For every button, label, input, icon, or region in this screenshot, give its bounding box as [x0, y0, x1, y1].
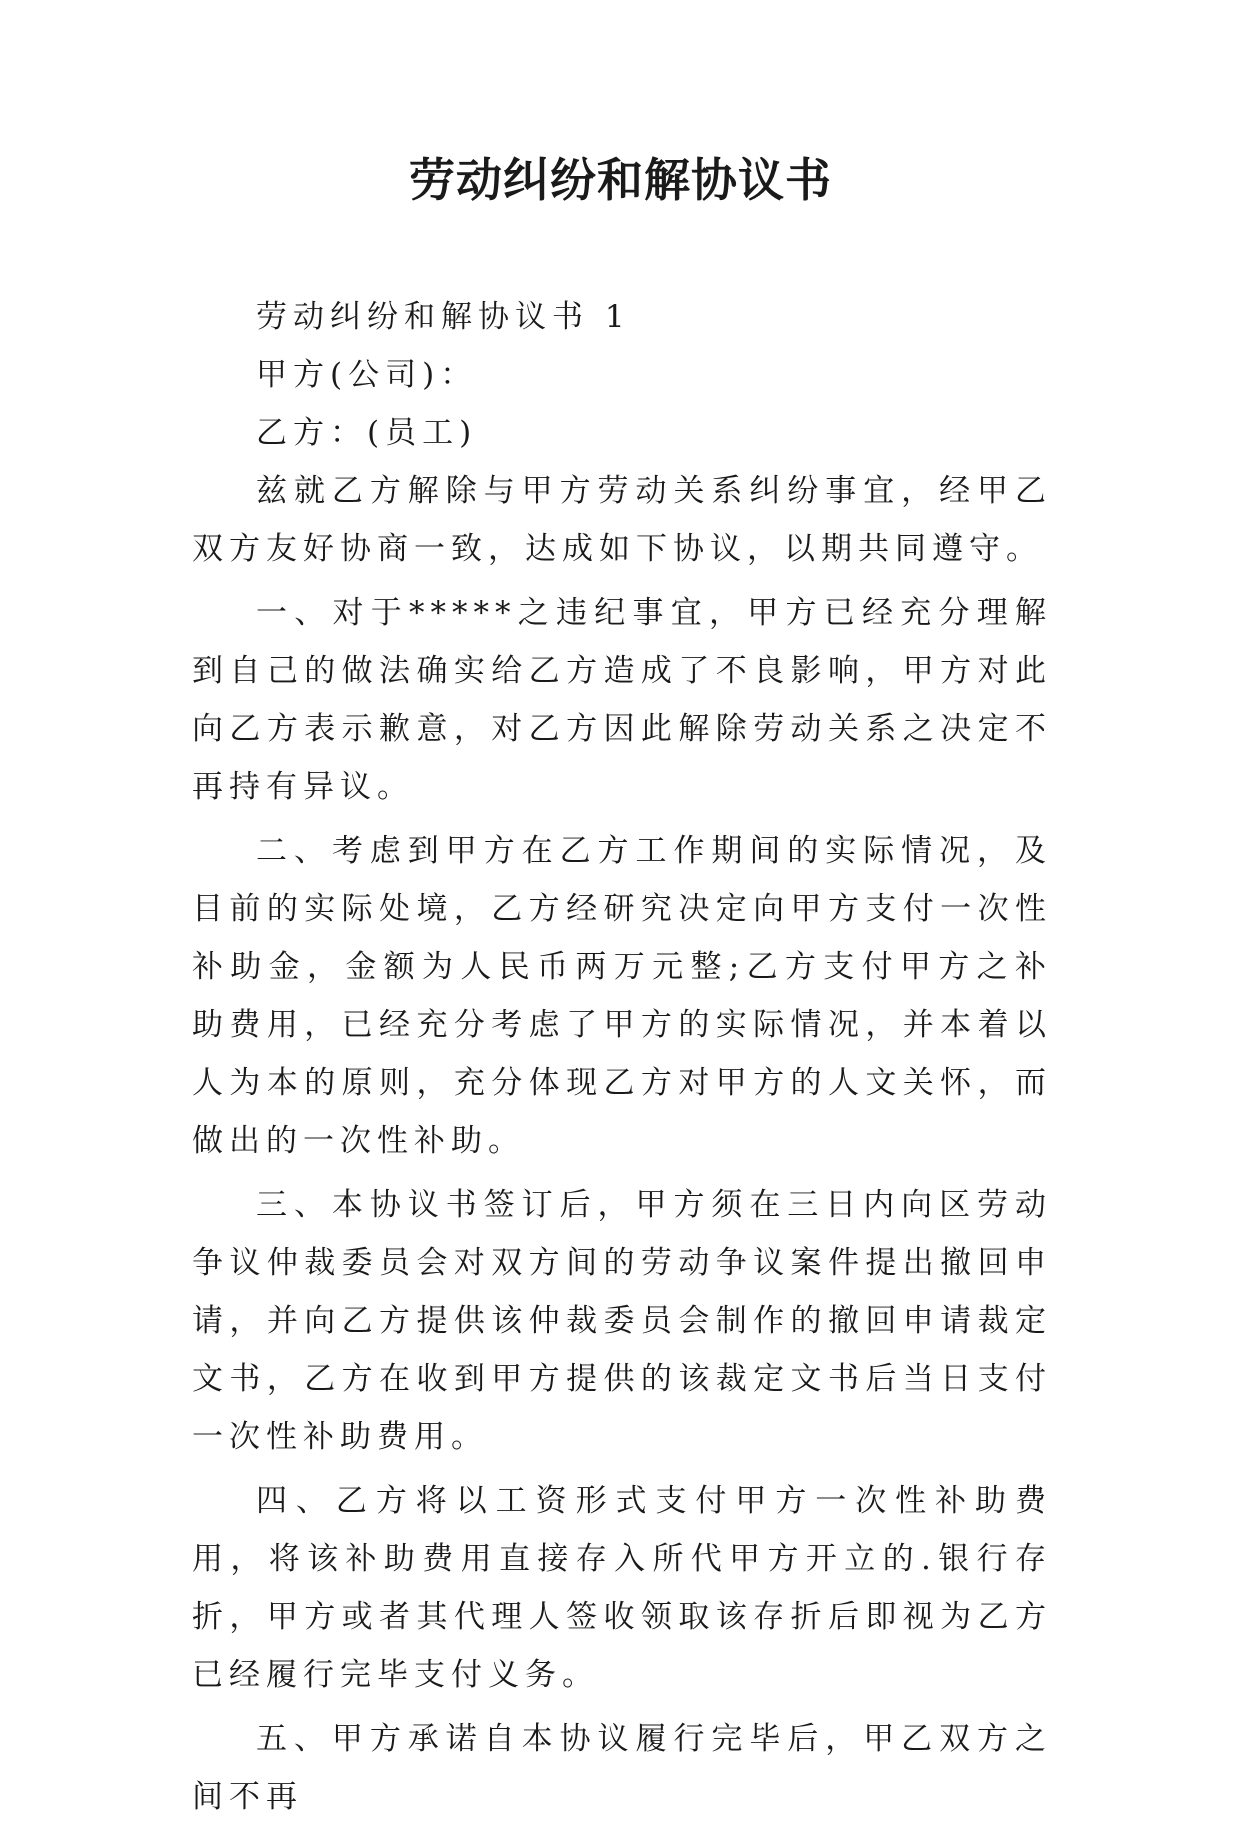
clause-2-paragraph: 二、考虑到甲方在乙方工作期间的实际情况，及目前的实际处境，乙方经研究决定向甲方支付一次性补助金，金额为人民币两万元整;乙方支付甲方之补助费用，已经充分考虑了甲方的实际情况，并本着以人为本的原则，充分体现乙方对甲方的人文关怀，而做出的一次性补助。 [192, 833, 1052, 1159]
party-a-line: 甲方(公司)： [256, 357, 478, 393]
clause-1-paragraph: 一、对于*****之违纪事宜，甲方已经充分理解到自己的做法确实给乙方造成了不良影响，甲方对此向乙方表示歉意，对乙方因此解除劳动关系之决定不再持有异议。 [192, 595, 1052, 805]
subtitle-line: 劳动纠纷和解协议书 1 [256, 299, 631, 335]
party-b-line: 乙方：(员工) [256, 415, 478, 451]
preamble-paragraph: 兹就乙方解除与甲方劳动关系纠纷事宜，经甲乙双方友好协商一致，达成如下协议，以期共同遵守。 [192, 473, 1052, 567]
document-title: 劳动纠纷和解协议书 [409, 153, 832, 207]
document-body [192, 288, 1052, 1826]
clause-4-paragraph: 四、乙方将以工资形式支付甲方一次性补助费用，将该补助费用直接存入所代甲方开立的.银行存折，甲方或者其代理人签收领取该存折后即视为乙方已经履行完毕支付义务。 [192, 1483, 1052, 1693]
clause-3-paragraph: 三、本协议书签订后，甲方须在三日内向区劳动争议仲裁委员会对双方间的劳动争议案件提出撤回申请，并向乙方提供该仲裁委员会制作的撤回申请裁定文书，乙方在收到甲方提供的该裁定文书后当日支付一次性补助费用。 [192, 1187, 1052, 1455]
clause-5-paragraph: 五、甲方承诺自本协议履行完毕后，甲乙双方之间不再 [192, 1721, 1052, 1815]
